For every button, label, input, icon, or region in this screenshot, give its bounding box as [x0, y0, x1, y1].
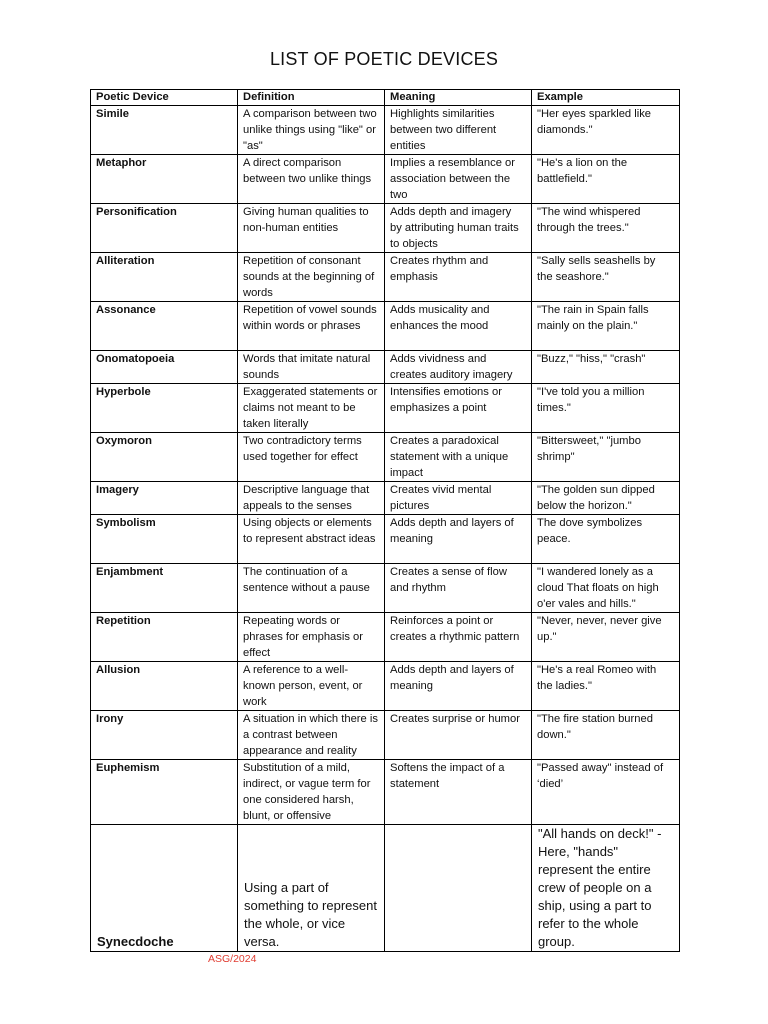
meaning-cell: Reinforces a point or creates a rhythmic pattern [385, 613, 532, 662]
table-row [91, 760, 680, 825]
page-title: LIST OF POETIC DEVICES [269, 49, 499, 69]
example-cell: "The fire station burned down." [532, 711, 680, 760]
table-row [91, 106, 680, 155]
definition-cell: Repetition of consonant sounds at the beginning of words [238, 253, 385, 302]
table-row [91, 711, 680, 760]
device-cell: Synecdoche [91, 825, 238, 952]
poetic-devices-table [90, 89, 680, 952]
meaning-cell: Adds musicality and enhances the mood [385, 302, 532, 351]
device-cell: Personification [91, 204, 238, 253]
table-row [91, 384, 680, 433]
table-row [91, 613, 680, 662]
definition-cell: Substitution of a mild, indirect, or vague term for one considered harsh, blunt, or offensive [238, 760, 385, 825]
meaning-cell: Creates rhythm and emphasis [385, 253, 532, 302]
table-row [91, 433, 680, 482]
device-cell: Repetition [91, 613, 238, 662]
example-cell: "I wandered lonely as a cloud That floats on high o'er vales and hills." [532, 564, 680, 613]
meaning-cell: Creates a paradoxical statement with a unique impact [385, 433, 532, 482]
meaning-cell: Creates vivid mental pictures [385, 482, 532, 515]
meaning-cell: Adds vividness and creates auditory imagery [385, 351, 532, 384]
example-cell: The dove symbolizes peace. [532, 515, 680, 564]
definition-cell: A direct comparison between two unlike things [238, 155, 385, 204]
device-cell: Euphemism [91, 760, 238, 825]
table-row [91, 564, 680, 613]
table-row [91, 302, 680, 351]
meaning-cell: Adds depth and layers of meaning [385, 515, 532, 564]
definition-cell: Descriptive language that appeals to the senses [238, 482, 385, 515]
header-example: Example [532, 90, 680, 106]
definition-cell: Using objects or elements to represent abstract ideas [238, 515, 385, 564]
device-cell: Enjambment [91, 564, 238, 613]
definition-cell: Exaggerated statements or claims not meant to be taken literally [238, 384, 385, 433]
example-cell: "I've told you a million times." [532, 384, 680, 433]
example-cell: "All hands on deck!" - Here, "hands" represent the entire crew of people on a ship, using a part to refer to the whole group. [532, 825, 680, 952]
table-row [91, 253, 680, 302]
meaning-cell: Softens the impact of a statement [385, 760, 532, 825]
definition-cell: Using a part of something to represent the whole, or vice versa. [238, 825, 385, 952]
example-cell: "The wind whispered through the trees." [532, 204, 680, 253]
meaning-cell: Adds depth and imagery by attributing human traits to objects [385, 204, 532, 253]
example-cell: "Sally sells seashells by the seashore." [532, 253, 680, 302]
example-cell: "Bittersweet," "jumbo shrimp" [532, 433, 680, 482]
meaning-cell [385, 825, 532, 952]
meaning-cell: Creates surprise or humor [385, 711, 532, 760]
definition-cell: Words that imitate natural sounds [238, 351, 385, 384]
header-meaning: Meaning [385, 90, 532, 106]
example-cell: "Passed away" instead of ‘died’ [532, 760, 680, 825]
device-cell: Onomatopoeia [91, 351, 238, 384]
table-row [91, 515, 680, 564]
footer-credit: ASG/2024 [208, 953, 257, 965]
meaning-cell: Creates a sense of flow and rhythm [385, 564, 532, 613]
device-cell: Alliteration [91, 253, 238, 302]
example-cell: "The rain in Spain falls mainly on the plain." [532, 302, 680, 351]
definition-cell: A situation in which there is a contrast between appearance and reality [238, 711, 385, 760]
table-row [91, 825, 680, 952]
device-cell: Hyperbole [91, 384, 238, 433]
definition-cell: A reference to a well-known person, event, or work [238, 662, 385, 711]
example-cell: "He's a lion on the battlefield." [532, 155, 680, 204]
meaning-cell: Intensifies emotions or emphasizes a point [385, 384, 532, 433]
header-poetic-device: Poetic Device [91, 90, 238, 106]
device-cell: Metaphor [91, 155, 238, 204]
example-cell: "Her eyes sparkled like diamonds." [532, 106, 680, 155]
definition-cell: Two contradictory terms used together for effect [238, 433, 385, 482]
definition-cell: A comparison between two unlike things using "like" or "as" [238, 106, 385, 155]
device-cell: Allusion [91, 662, 238, 711]
definition-cell: Giving human qualities to non-human entities [238, 204, 385, 253]
table-row [91, 204, 680, 253]
device-cell: Oxymoron [91, 433, 238, 482]
example-cell: "The golden sun dipped below the horizon." [532, 482, 680, 515]
definition-cell: Repetition of vowel sounds within words or phrases [238, 302, 385, 351]
device-cell: Imagery [91, 482, 238, 515]
example-cell: "Buzz," "hiss," "crash" [532, 351, 680, 384]
meaning-cell: Adds depth and layers of meaning [385, 662, 532, 711]
table-row [91, 482, 680, 515]
header-definition: Definition [238, 90, 385, 106]
table-row [91, 662, 680, 711]
table-row [91, 351, 680, 384]
definition-cell: Repeating words or phrases for emphasis or effect [238, 613, 385, 662]
meaning-cell: Implies a resemblance or association between the two [385, 155, 532, 204]
device-cell: Simile [91, 106, 238, 155]
meaning-cell: Highlights similarities between two different entities [385, 106, 532, 155]
definition-cell: The continuation of a sentence without a pause [238, 564, 385, 613]
table-row [91, 155, 680, 204]
example-cell: "Never, never, never give up." [532, 613, 680, 662]
device-cell: Assonance [91, 302, 238, 351]
table-header-row [91, 90, 680, 106]
device-cell: Irony [91, 711, 238, 760]
example-cell: "He's a real Romeo with the ladies." [532, 662, 680, 711]
device-cell: Symbolism [91, 515, 238, 564]
